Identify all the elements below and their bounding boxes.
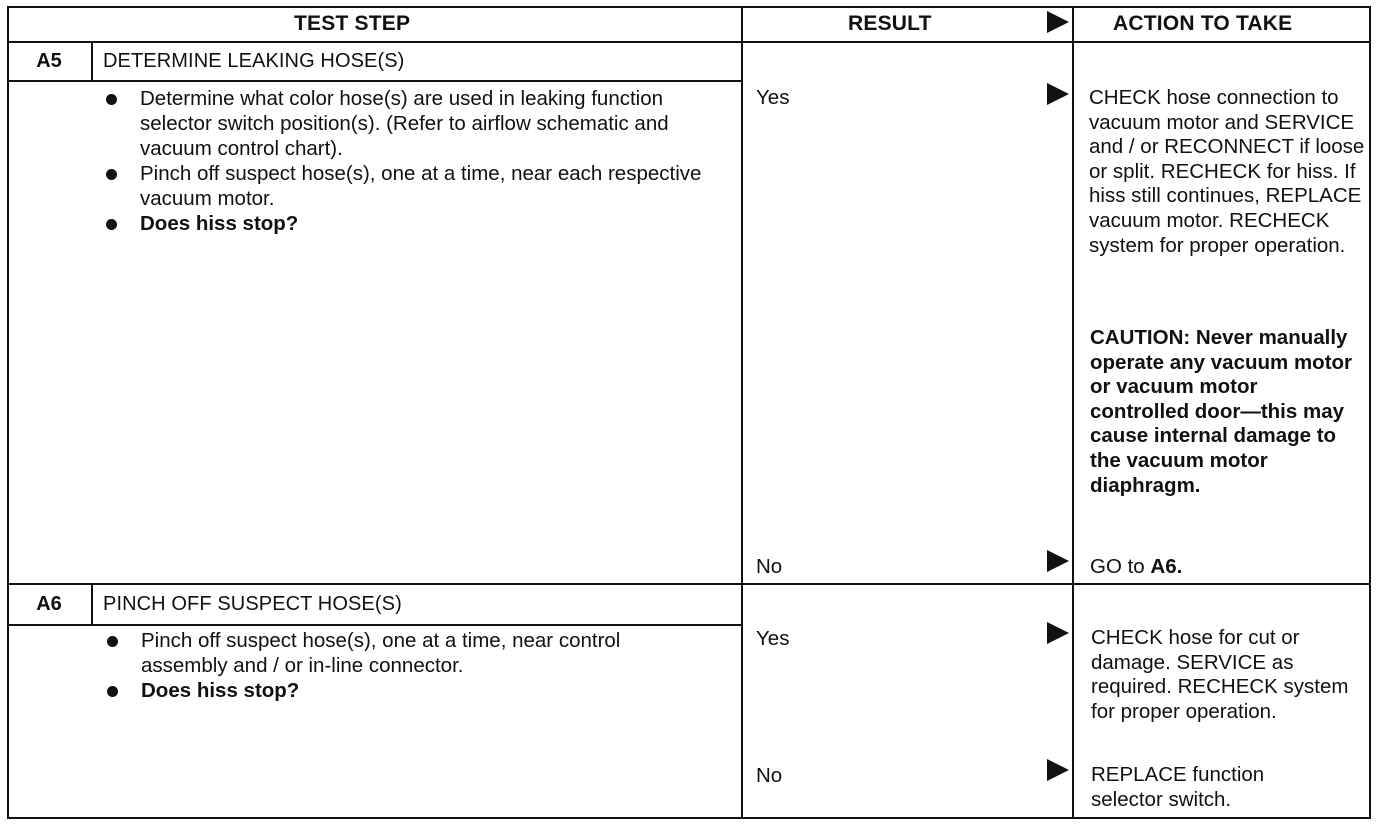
bullet-icon	[106, 169, 117, 180]
step-id-a6: A6	[36, 593, 62, 615]
a6-title-rule	[7, 624, 742, 626]
section-divider	[7, 583, 1371, 585]
bullet-icon	[107, 636, 118, 647]
arrow-icon	[1047, 83, 1069, 105]
list-item: Does hiss stop?	[105, 211, 715, 236]
arrow-icon	[1047, 759, 1069, 781]
result-no-a5: No	[756, 555, 783, 578]
list-item: Determine what color hose(s) are used in leaking function selector switch position(s). (Refer to airflow schematic and vacuum control chart).	[105, 86, 715, 161]
column-divider-result	[741, 6, 743, 819]
step-ref-a6: A6.	[1150, 555, 1183, 578]
bullet-icon	[106, 219, 117, 230]
column-divider-action	[1072, 6, 1074, 819]
result-no-a6: No	[756, 764, 783, 787]
header-action-to-take: ACTION TO TAKE	[1113, 12, 1293, 35]
arrow-icon	[1047, 550, 1069, 572]
header-test-step: TEST STEP	[294, 12, 411, 35]
step-title-a5: DETERMINE LEAKING HOSE(S)	[103, 50, 405, 72]
action-a5-no: GO to A6.	[1090, 555, 1183, 578]
action-a6-no: REPLACE function selector switch.	[1091, 763, 1265, 811]
action-a5-yes: CHECK hose connection to vacuum motor and SERVICE and / or RECONNECT if loose or split. RECHECK for hiss. If hiss still continues, REPLACE vacuum motor. RECHECK system for proper operation.	[1089, 86, 1365, 257]
arrow-icon	[1047, 622, 1069, 644]
step-id-divider-a5	[91, 42, 93, 81]
result-yes-a5: Yes	[756, 86, 790, 109]
list-item: Pinch off suspect hose(s), one at a time, near each respective vacuum motor.	[105, 161, 715, 211]
a5-bullet-list	[105, 86, 715, 236]
list-item: Does hiss stop?	[106, 678, 666, 703]
step-title-a6: PINCH OFF SUSPECT HOSE(S)	[103, 593, 402, 615]
header-result: RESULT	[848, 12, 932, 35]
caution-a5: CAUTION: Never manually operate any vacuum motor or vacuum motor controlled door—this may cause internal damage to the vacuum motor diaphragm.	[1090, 326, 1353, 497]
header-arrow-icon	[1047, 11, 1069, 33]
list-item: Pinch off suspect hose(s), one at a time, near control assembly and / or in-line connector.	[106, 628, 666, 678]
step-id-a5: A5	[36, 50, 62, 72]
step-id-divider-a6	[91, 585, 93, 625]
bullet-icon	[107, 686, 118, 697]
result-yes-a6: Yes	[756, 627, 790, 650]
a5-title-rule	[7, 80, 742, 82]
action-a6-yes: CHECK hose for cut or damage. SERVICE as required. RECHECK system for proper operation.	[1091, 626, 1349, 723]
a6-bullet-list	[106, 628, 666, 703]
bullet-icon	[106, 94, 117, 105]
header-rule	[7, 41, 1371, 43]
